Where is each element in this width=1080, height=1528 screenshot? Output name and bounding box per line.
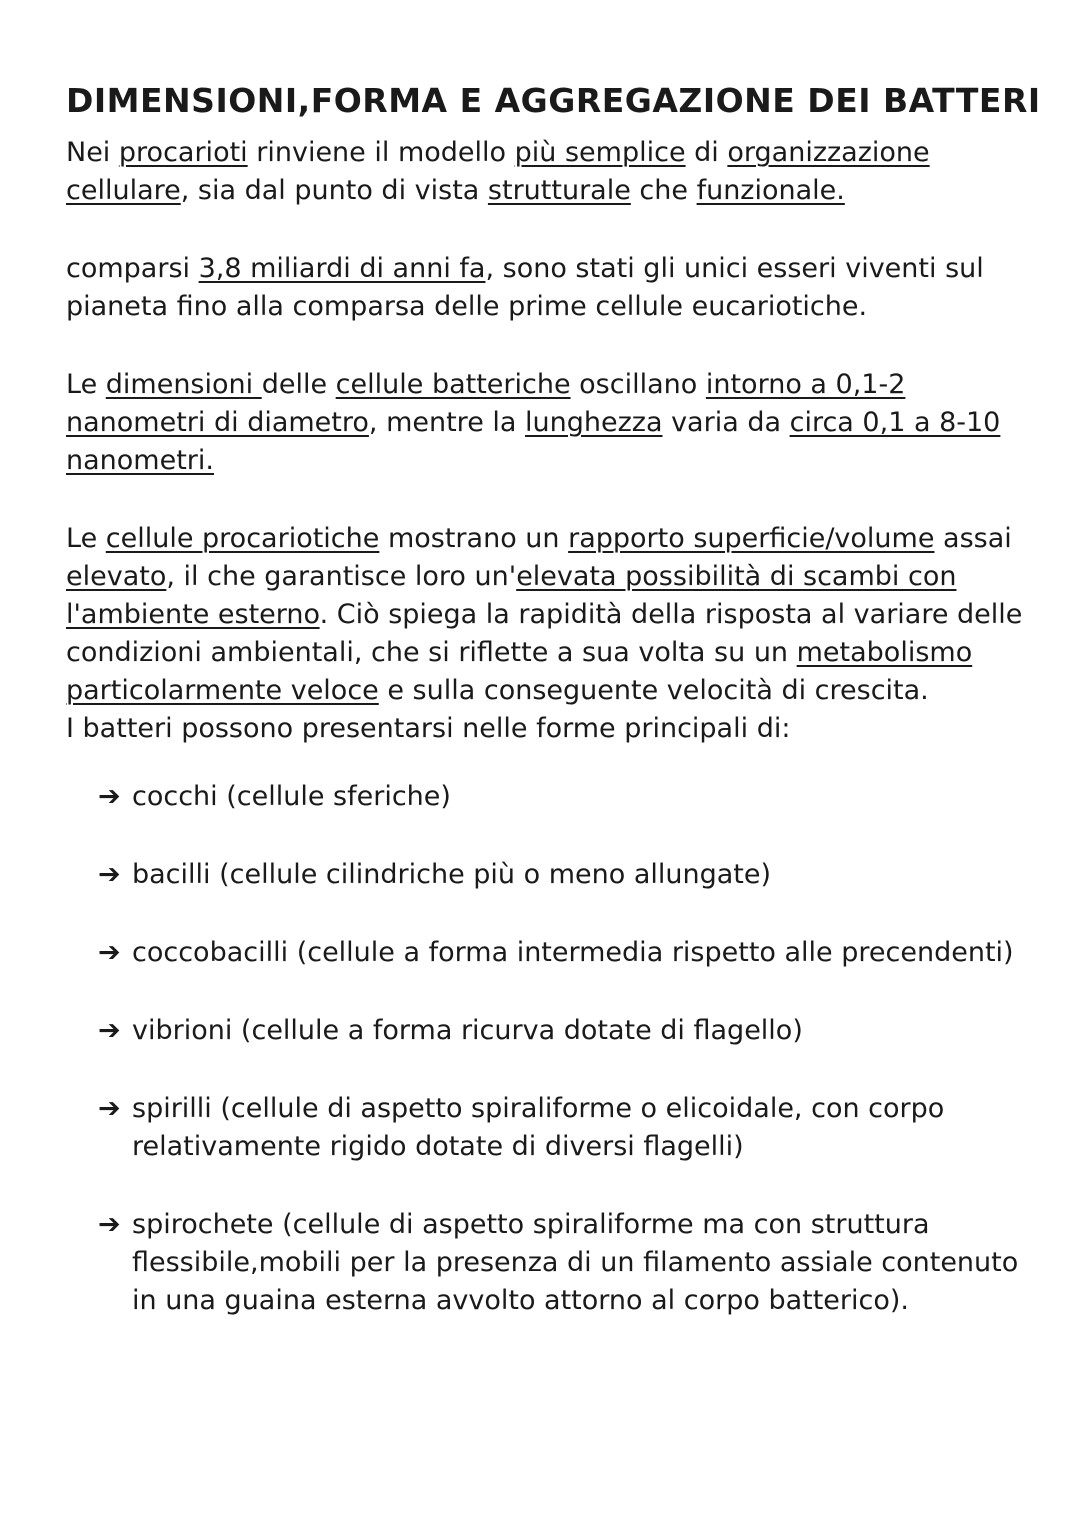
list-item-text: vibrioni (cellule a forma ricurva dotate di flagello) <box>132 1015 803 1046</box>
text: varia da <box>662 407 790 438</box>
underlined-text: elevato <box>66 561 167 592</box>
underlined-text: elevata possibilità di scambi con l'ambiente esterno <box>66 561 957 630</box>
arrow-icon: ➔ <box>98 859 121 890</box>
underlined-text: cellule procariotiche <box>105 523 380 554</box>
text: Nei <box>66 137 119 168</box>
underlined-text: organizzazione cellulare <box>66 137 930 206</box>
underlined-text: intorno a 0,1-2 nanometri di diametro <box>66 369 906 438</box>
underlined-text: 3,8 miliardi di anni fa <box>198 253 486 284</box>
list-item-text: cocchi (cellule sferiche) <box>132 781 451 812</box>
text: e sulla conseguente velocità di crescita. <box>378 675 929 706</box>
text: assai <box>934 523 1012 554</box>
list-item-text: bacilli (cellule cilindriche più o meno allungate) <box>132 859 772 890</box>
underlined-text: più semplice <box>514 137 686 168</box>
text: , mentre la <box>368 407 526 438</box>
arrow-icon: ➔ <box>98 781 121 812</box>
list-item <box>98 1012 1026 1050</box>
list-item <box>98 778 1026 816</box>
underlined-text: funzionale. <box>696 175 845 206</box>
arrow-icon: ➔ <box>98 1015 121 1046</box>
text: di <box>685 137 728 168</box>
list-item-text: coccobacilli (cellule a forma intermedia rispetto alle precendenti) <box>132 937 1014 968</box>
paragraph-dimensioni <box>66 366 1026 480</box>
text: che <box>630 175 697 206</box>
text: , sia dal punto di vista <box>180 175 488 206</box>
arrow-icon: ➔ <box>98 1209 121 1240</box>
page-title: DIMENSIONI,FORMA E AGGREGAZIONE DEI BATTERI <box>66 81 1041 120</box>
text: delle <box>261 369 336 400</box>
list-item-text: spirochete (cellule di aspetto spiraliforme ma con struttura flessibile,mobili per la presenza di un filamento assiale contenuto in una guaina esterna avvolto attorno al corpo batterico). <box>132 1209 1019 1316</box>
text: mostrano un <box>379 523 569 554</box>
underlined-text: circa 0,1 a 8-10 nanometri. <box>66 407 1001 476</box>
list-item <box>98 934 1026 972</box>
list-item <box>98 856 1026 894</box>
forms-list <box>98 778 1026 1320</box>
underlined-text: lunghezza <box>525 407 663 438</box>
paragraph-rapporto <box>66 520 1026 710</box>
text: Le <box>66 369 106 400</box>
text: , sono stati gli unici esseri viventi sul pianeta fino alla comparsa delle prime cellule eucariotiche. <box>66 253 984 322</box>
underlined-text: cellule batteriche <box>335 369 571 400</box>
document-page <box>66 78 1041 1360</box>
arrow-icon: ➔ <box>98 937 121 968</box>
underlined-text: metabolismo particolarmente veloce <box>66 637 973 706</box>
text: rinviene il modello <box>247 137 515 168</box>
list-item <box>98 1206 1026 1320</box>
text: Le <box>66 523 106 554</box>
list-item <box>98 1090 1026 1166</box>
paragraph-procarioti <box>66 134 1026 210</box>
underlined-text: procarioti <box>118 137 248 168</box>
list-intro: I batteri possono presentarsi nelle forme principali di: <box>66 713 791 744</box>
paragraph-comparsa <box>66 250 1026 326</box>
text: , il che garantisce loro un' <box>166 561 517 592</box>
underlined-text: strutturale <box>487 175 631 206</box>
text: oscillano <box>570 369 706 400</box>
list-item-text: spirilli (cellule di aspetto spiraliforme o elicoidale, con corpo relativamente rigido dotate di diversi flagelli) <box>132 1093 945 1162</box>
underlined-text: rapporto superficie/volume <box>568 523 935 554</box>
text: . Ciò spiega la rapidità della risposta al variare delle condizioni ambientali, che si riflette a sua volta su un <box>66 599 1023 668</box>
arrow-icon: ➔ <box>98 1093 121 1124</box>
underlined-text: dimensioni <box>105 369 262 400</box>
text: comparsi <box>66 253 199 284</box>
